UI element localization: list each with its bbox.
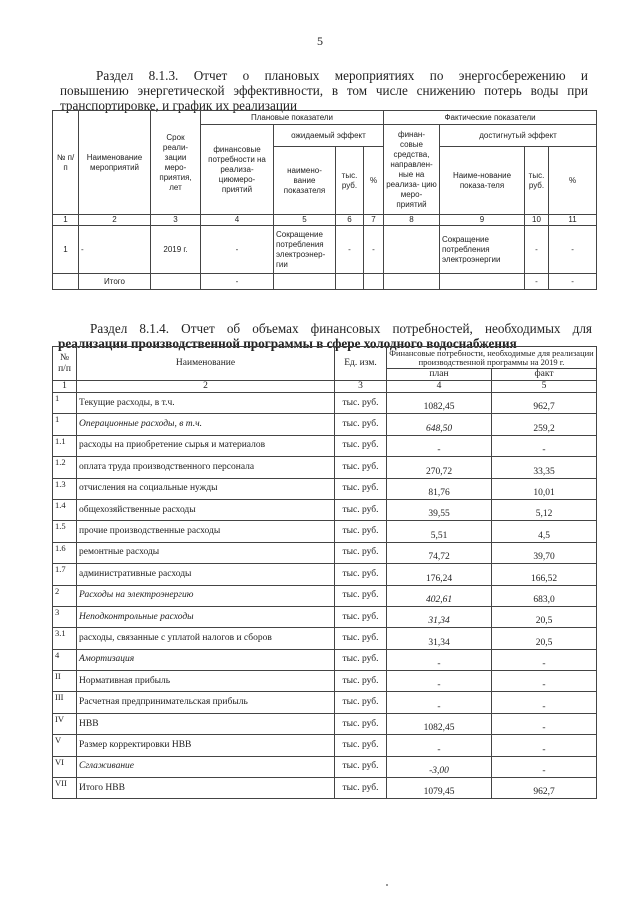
row-unit: тыс. руб. (335, 478, 387, 499)
row-unit: тыс. руб. (335, 649, 387, 670)
column-number: 9 (440, 215, 525, 226)
header-fact: факт (492, 369, 597, 381)
header-num: № п/п (53, 347, 77, 381)
row-unit: тыс. руб. (335, 457, 387, 478)
row-fact: - (492, 713, 597, 734)
table-row (53, 671, 597, 692)
row-unit: тыс. руб. (335, 606, 387, 627)
table-row (53, 606, 597, 627)
row-fact: - (492, 756, 597, 777)
row-num: 1.6 (53, 542, 77, 563)
table-row (53, 735, 597, 756)
row-fact: 5,12 (492, 499, 597, 520)
header-plan: план (387, 369, 492, 381)
table-row (53, 274, 597, 290)
header-fact-fin: финан- совые средства, направлен- ные на реализа- цию меро- приятий (384, 125, 440, 215)
table-row (53, 414, 597, 435)
row-fact: - (492, 735, 597, 756)
row-name: Операционные расходы, в т.ч. (77, 414, 335, 435)
row-name: ремонтные расходы (77, 542, 335, 563)
row-plan-rub (336, 274, 364, 290)
row-num: 1 (53, 393, 77, 414)
row-num: IV (53, 713, 77, 734)
column-number: 5 (274, 215, 336, 226)
row-unit: тыс. руб. (335, 585, 387, 606)
header-name: Наименование мероприятий (79, 111, 151, 215)
header-name: Наименование (77, 347, 335, 381)
header-fact-group: Фактические показатели (384, 111, 597, 125)
row-plan: 74,72 (387, 542, 492, 563)
header-num: № п/п (53, 111, 79, 215)
row-unit: тыс. руб. (335, 414, 387, 435)
column-number: 2 (79, 215, 151, 226)
row-num: VI (53, 756, 77, 777)
row-name: отчисления на социальные нужды (77, 478, 335, 499)
row-name: Итого НВВ (77, 778, 335, 799)
table-row (53, 778, 597, 799)
row-fact: 20,5 (492, 628, 597, 649)
row-fact: - (492, 649, 597, 670)
row-name: расходы на приобретение сырья и материалов (77, 435, 335, 456)
row-name: Неподконтрольные расходы (77, 606, 335, 627)
row-fact: 10,01 (492, 478, 597, 499)
row-unit: тыс. руб. (335, 393, 387, 414)
row-fact: 39,70 (492, 542, 597, 563)
row-plan: - (387, 671, 492, 692)
row-plan-fin: - (201, 226, 274, 274)
row-fact-fin (384, 226, 440, 274)
row-name: общехозяйственные расходы (77, 499, 335, 520)
section1-title-line3: транспортировке, и график их реализации (60, 98, 298, 113)
row-unit: тыс. руб. (335, 542, 387, 563)
column-number: 1 (53, 215, 79, 226)
row-fact: - (492, 671, 597, 692)
header-unit: Ед. изм. (335, 347, 387, 381)
header-term: Срок реали- зации меро- приятия, лет (151, 111, 201, 215)
row-unit: тыс. руб. (335, 564, 387, 585)
header-fact-rub: тыс. руб. (525, 147, 549, 215)
row-fact: - (492, 435, 597, 456)
row-name: - (79, 226, 151, 274)
row-unit: тыс. руб. (335, 628, 387, 649)
page-number: 5 (317, 34, 323, 48)
row-name: Итого (79, 274, 151, 290)
row-fact-rub: - (525, 226, 549, 274)
row-plan: 31,34 (387, 606, 492, 627)
row-term: 2019 г. (151, 226, 201, 274)
row-name: административные расходы (77, 564, 335, 585)
table-row (53, 564, 597, 585)
row-plan: 1082,45 (387, 713, 492, 734)
row-term (151, 274, 201, 290)
row-plan-pct (364, 274, 384, 290)
row-num: III (53, 692, 77, 713)
row-name: НВВ (77, 713, 335, 734)
column-number: 8 (384, 215, 440, 226)
column-number: 11 (549, 215, 597, 226)
header-plan-rub: тыс. руб. (336, 147, 364, 215)
row-unit: тыс. руб. (335, 692, 387, 713)
table-row (53, 756, 597, 777)
table-row (53, 226, 597, 274)
row-plan: - (387, 692, 492, 713)
row-unit: тыс. руб. (335, 499, 387, 520)
table-row (53, 435, 597, 456)
table-row (53, 649, 597, 670)
row-plan: 1079,45 (387, 778, 492, 799)
row-name: Амортизация (77, 649, 335, 670)
header-fact-pct: % (549, 147, 597, 215)
row-plan: - (387, 435, 492, 456)
row-plan: 270,72 (387, 457, 492, 478)
row-plan-rub: - (336, 226, 364, 274)
scan-speck (386, 884, 388, 886)
header-plan-group: Плановые показатели (201, 111, 384, 125)
column-number: 10 (525, 215, 549, 226)
row-num: 1.7 (53, 564, 77, 585)
row-plan: 5,51 (387, 521, 492, 542)
section2-title-line2: реализации производственной программы в сфере холодного водоснабжения (58, 336, 517, 351)
column-number: 7 (364, 215, 384, 226)
row-name: Размер корректировки НВВ (77, 735, 335, 756)
row-num: 3 (53, 606, 77, 627)
table-row (53, 478, 597, 499)
row-name: расходы, связанные с уплатой налогов и сборов (77, 628, 335, 649)
row-plan: 1082,45 (387, 393, 492, 414)
column-number: 3 (151, 215, 201, 226)
row-unit: тыс. руб. (335, 713, 387, 734)
row-num: 3.1 (53, 628, 77, 649)
row-plan: 39,55 (387, 499, 492, 520)
column-number: 4 (387, 381, 492, 393)
financial-needs-table (52, 346, 597, 799)
row-name: Сглаживание (77, 756, 335, 777)
row-num: VII (53, 778, 77, 799)
column-number: 5 (492, 381, 597, 393)
table-row (53, 521, 597, 542)
row-plan: 81,76 (387, 478, 492, 499)
row-num: V (53, 735, 77, 756)
row-unit: тыс. руб. (335, 671, 387, 692)
row-plan: 176,24 (387, 564, 492, 585)
row-num: 1.2 (53, 457, 77, 478)
header-plan-fin: финансовые потребности на реализа- циюмеро- приятий (201, 125, 274, 215)
section1-heading (60, 68, 588, 113)
row-plan: - (387, 649, 492, 670)
row-name: прочие производственные расходы (77, 521, 335, 542)
column-number: 3 (335, 381, 387, 393)
table-row (53, 499, 597, 520)
column-number: 2 (77, 381, 335, 393)
row-fact-pct: - (549, 226, 597, 274)
row-fact: 20,5 (492, 606, 597, 627)
row-num: 1.1 (53, 435, 77, 456)
row-num: 2 (53, 585, 77, 606)
row-fact: 683,0 (492, 585, 597, 606)
row-plan-indicator: Сокращение потребления электроэнер- гии (274, 226, 336, 274)
row-num (53, 274, 79, 290)
row-unit: тыс. руб. (335, 521, 387, 542)
table-row (53, 628, 597, 649)
row-fact-fin (384, 274, 440, 290)
row-num: 1.3 (53, 478, 77, 499)
row-fact: 166,52 (492, 564, 597, 585)
row-unit: тыс. руб. (335, 735, 387, 756)
row-fact: - (492, 692, 597, 713)
column-number: 1 (53, 381, 77, 393)
row-fact-pct: - (549, 274, 597, 290)
table-row (53, 692, 597, 713)
header-finance: Финансовые потребности, необходимые для реализации производственной программы на 2019 г. (387, 347, 597, 369)
row-name: оплата труда производственного персонала (77, 457, 335, 478)
header-expected-effect: ожидаемый эффект (274, 125, 384, 147)
row-plan: 648,50 (387, 414, 492, 435)
section2-title-line1: Раздел 8.1.4. Отчет об объемах финансовых потребностей, необходимых для (90, 321, 592, 336)
row-fact: 33,35 (492, 457, 597, 478)
header-achieved-effect: достигнутый эффект (440, 125, 597, 147)
row-fact-indicator: Сокращение потребления электроэнергии (440, 226, 525, 274)
column-number: 6 (336, 215, 364, 226)
energy-saving-table (52, 110, 597, 290)
row-unit: тыс. руб. (335, 435, 387, 456)
row-num: 1 (53, 414, 77, 435)
table-row (53, 542, 597, 563)
table-row (53, 713, 597, 734)
header-fact-indicator: Наиме-нование показа-теля (440, 147, 525, 215)
row-plan: 402,61 (387, 585, 492, 606)
row-fact: 259,2 (492, 414, 597, 435)
row-num: 1 (53, 226, 79, 274)
table-row (53, 457, 597, 478)
header-plan-indicator: наимено- вание показателя (274, 147, 336, 215)
section1-title-line1: Раздел 8.1.3. Отчет о плановых мероприятиях по энергосбережению и (96, 68, 588, 83)
row-name: Текущие расходы, в т.ч. (77, 393, 335, 414)
row-name: Расчетная предпринимательская прибыль (77, 692, 335, 713)
column-number: 4 (201, 215, 274, 226)
row-unit: тыс. руб. (335, 778, 387, 799)
row-fact: 962,7 (492, 778, 597, 799)
section1-title-line2: повышению энергетической эффективности, в том числе снижению потерь воды при (60, 83, 588, 98)
row-plan-fin: - (201, 274, 274, 290)
row-fact-indicator (440, 274, 525, 290)
row-num: 1.5 (53, 521, 77, 542)
row-name: Нормативная прибыль (77, 671, 335, 692)
row-fact: 4,5 (492, 521, 597, 542)
row-name: Расходы на электроэнергию (77, 585, 335, 606)
row-plan: -3,00 (387, 756, 492, 777)
row-num: II (53, 671, 77, 692)
row-num: 4 (53, 649, 77, 670)
row-unit: тыс. руб. (335, 756, 387, 777)
table-row (53, 393, 597, 414)
table-row (53, 585, 597, 606)
header-plan-pct: % (364, 147, 384, 215)
row-num: 1.4 (53, 499, 77, 520)
row-fact-rub: - (525, 274, 549, 290)
row-fact: 962,7 (492, 393, 597, 414)
row-plan-pct: - (364, 226, 384, 274)
row-plan: 31,34 (387, 628, 492, 649)
row-plan-indicator (274, 274, 336, 290)
row-plan: - (387, 735, 492, 756)
